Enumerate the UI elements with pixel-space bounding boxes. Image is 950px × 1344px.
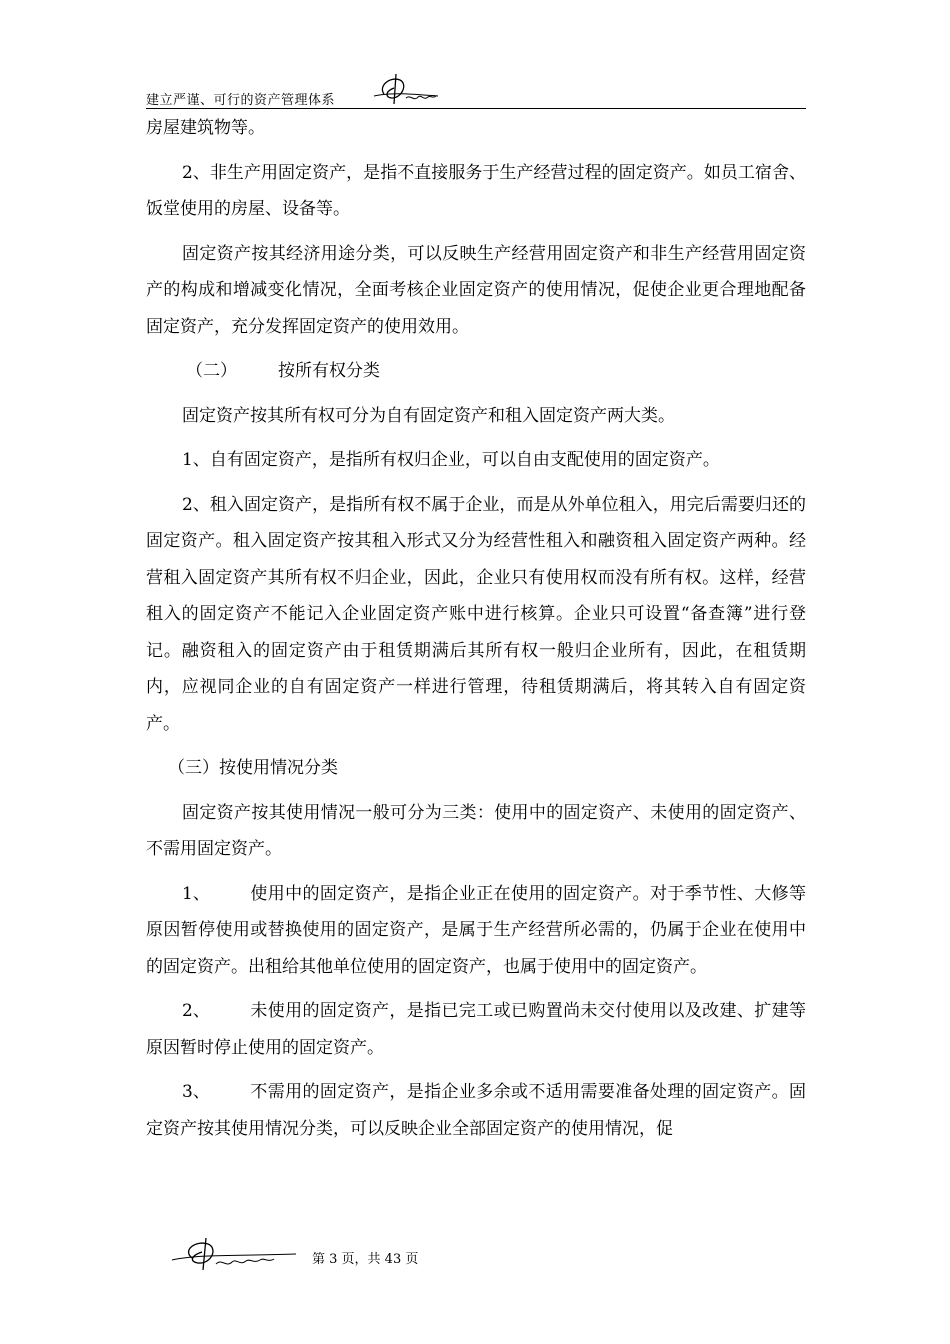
list-item-text: 未使用的固定资产，是指已完工或已购置尚未交付使用以及改建、扩建等原因暂时停止使用的固定资产。: [146, 1001, 806, 1058]
list-item: [146, 1074, 806, 1147]
paragraph: 2、租入固定资产，是指所有权不属于企业，而是从外单位租入，用完后需要归还的固定资产。租入固定资产按其租入形式又分为经营性租入和融资租入固定资产两种。经营租入固定资产其所有权不归企业，因此，企业只有使用权而没有所有权。这样，经营租入的固定资产不能记入企业固定资产账中进行核算。企业只可设置“备查簿”进行登记。融资租入的固定资产由于租赁期满后其所有权一般归企业所有，因此，在租赁期内，应视同企业的自有固定资产一样进行管理，待租赁期满后，将其转入自有固定资产。: [146, 494, 806, 734]
signature-icon: [170, 1236, 298, 1272]
paragraph: 固定资产按其所有权可分为自有固定资产和租入固定资产两大类。: [182, 405, 675, 426]
page-header: [146, 72, 806, 110]
document-body: [146, 110, 806, 1147]
paragraph: 固定资产按其使用情况一般可分为三类：使用中的固定资产、未使用的固定资产、不需用固定资产。: [146, 802, 806, 859]
paragraph: 2、非生产用固定资产，是指不直接服务于生产经营过程的固定资产。如员工宿舍、饭堂使用的房屋、设备等。: [146, 162, 806, 219]
list-item-text: 不需用的固定资产，是指企业多余或不适用需要准备处理的固定资产。固定资产按其使用情况分类，可以反映企业全部固定资产的使用情况，促: [146, 1082, 806, 1139]
list-item-number: 2、: [182, 1001, 210, 1021]
paragraph: 1、自有固定资产，是指所有权归企业，可以自由支配使用的固定资产。: [182, 450, 720, 470]
section-title: 按所有权分类: [278, 361, 380, 381]
paragraph: 固定资产按其经济用途分类，可以反映生产经营用固定资产和非生产经营用固定资产的构成和增减变化情况，全面考核企业固定资产的使用情况，促使企业更合理地配备固定资产，充分发挥固定资产的使用效用。: [146, 243, 806, 337]
paragraph: 房屋建筑物等。: [146, 118, 265, 138]
list-item-number: 3、: [182, 1082, 210, 1102]
section-heading: （三）按使用情况分类: [168, 758, 338, 778]
page-number: 第 3 页，共 43 页: [312, 1252, 419, 1267]
section-heading: [146, 353, 806, 390]
list-item-text: 使用中的固定资产，是指企业正在使用的固定资产。对于季节性、大修等原因暂停使用或替换使用的固定资产，是属于生产经营所必需的，仍属于企业在使用中的固定资产。出租给其他单位使用的固定资产，也属于使用中的固定资产。: [146, 883, 806, 977]
section-number: （二）: [186, 361, 237, 381]
header-title: 建立严谨、可行的资产管理体系: [146, 93, 336, 108]
list-item-number: 1、: [182, 883, 210, 904]
list-item: [146, 993, 806, 1066]
page-footer: [170, 1236, 570, 1276]
header-divider: [146, 108, 806, 109]
list-item: [146, 876, 806, 986]
signature-icon: [372, 72, 442, 108]
